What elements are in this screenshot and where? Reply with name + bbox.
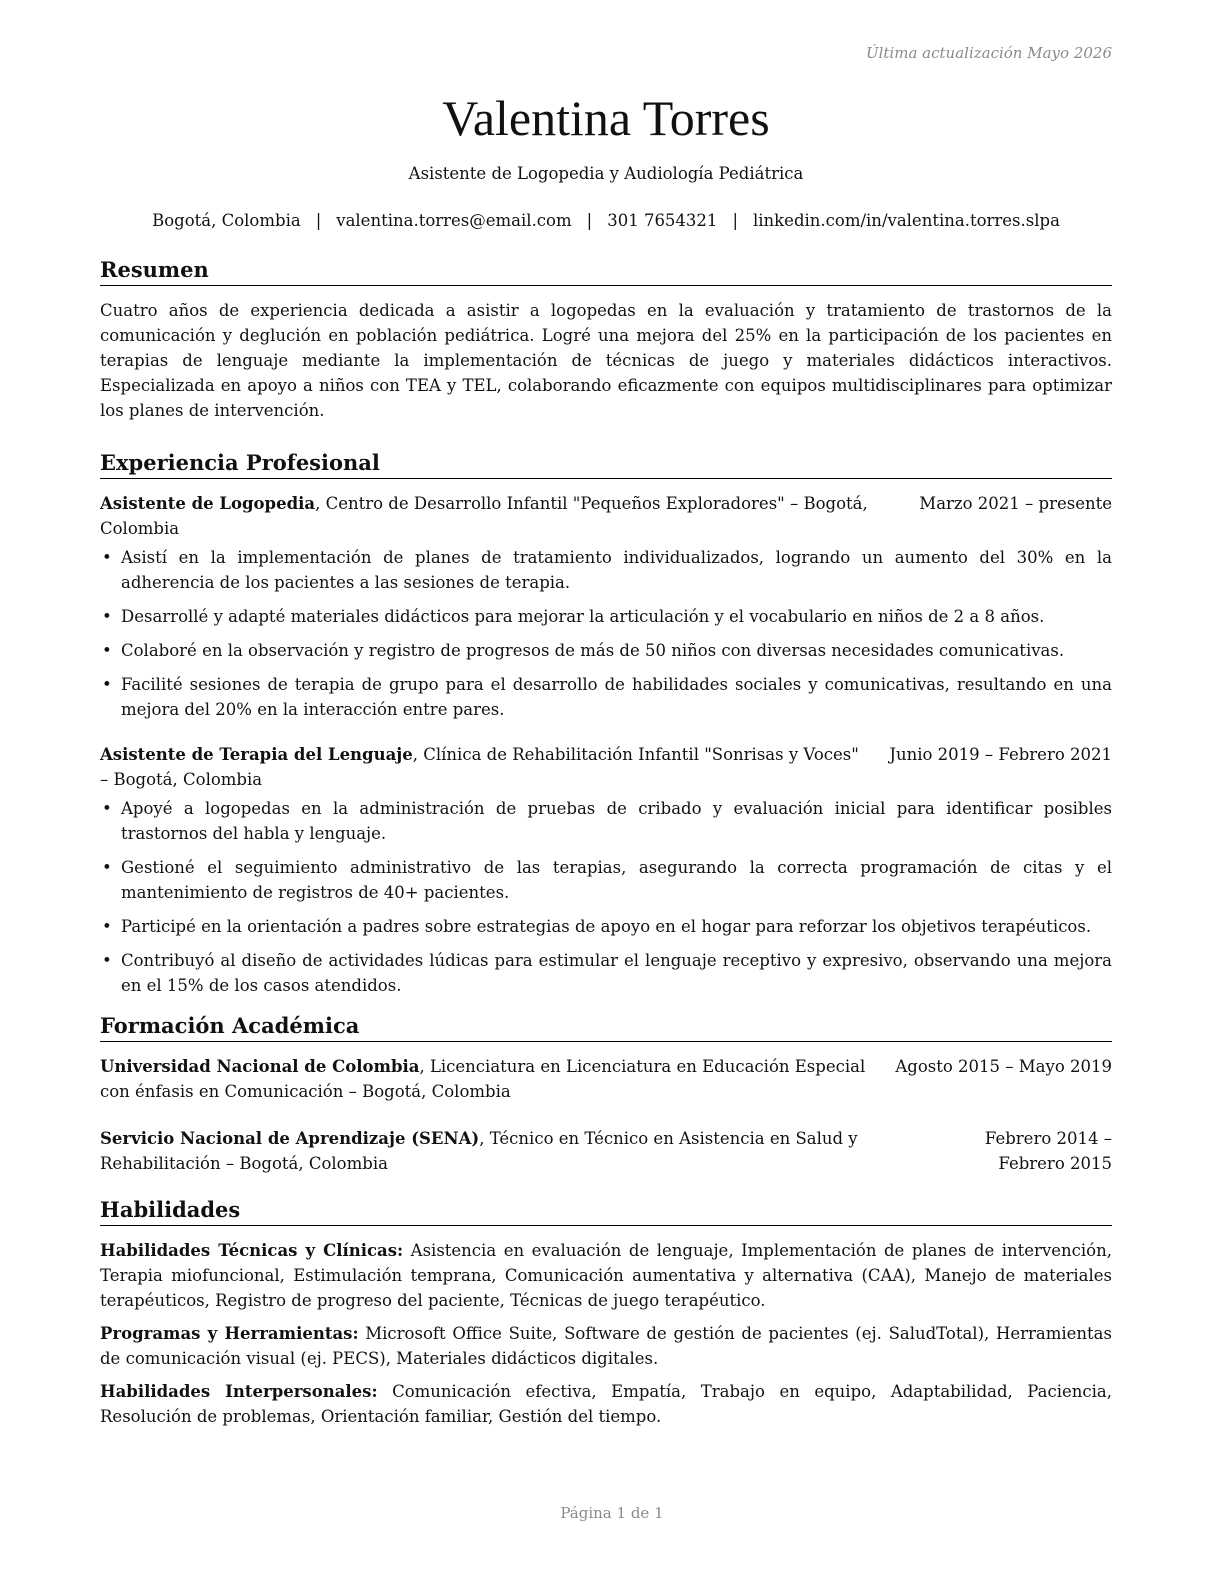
job-role: Asistente de Terapia del Lenguaje [100,745,413,764]
job-entry [100,491,1112,722]
education-detail-line [100,1054,895,1104]
job-bullets [100,796,1112,998]
job-header [100,742,1112,792]
job-header [100,491,1112,541]
resume-content [100,86,1112,1429]
job-bullet: • Contribuyó al diseño de actividades lúdicas para estimular el lenguaje receptivo y expresivo, observando una mejora en el 15% de los casos atendidos. [100,948,1112,998]
skills-section [100,1196,1112,1429]
contact-separator: | [315,211,322,230]
education-section [100,1012,1112,1176]
education-detail-line [100,1126,952,1176]
education-detail: , Licenciatura en Licenciatura en Educación Especial con énfasis en Comunicación – Bogotá, Colombia [100,1057,866,1101]
education-school: Servicio Nacional de Aprendizaje (SENA) [100,1129,480,1148]
summary-section [100,256,1112,423]
section-heading-education: Formación Académica [100,1012,1112,1042]
job-entry [100,742,1112,998]
experience-section [100,449,1112,998]
education-detail: , Técnico en Técnico en Asistencia en Salud y Rehabilitación – Bogotá, Colombia [100,1129,858,1173]
skills-text: Asistencia en evaluación de lenguaje, Implementación de planes de intervención, Terapia miofuncional, Estimulación temprana, Comunicación aumentativa y alternativa (CAA), Manejo de materiales terapéuticos, Registro de progreso del paciente, Técnicas de juego terapéutico. [100,1241,1112,1310]
contact-separator: | [586,211,593,230]
skills-text: Microsoft Office Suite, Software de gestión de pacientes (ej. SaludTotal), Herramientas de comunicación visual (ej. PECS), Materiales didácticos digitales. [100,1324,1112,1368]
education-header [100,1126,1112,1176]
summary-text: Cuatro años de experiencia dedicada a asistir a logopedas en la evaluación y tratamiento de trastornos de la comunicación y deglución en población pediátrica. Logré una mejora del 25% en la participación de los pacientes en terapias de lenguaje mediante la implementación de técnicas de juego y materiales didácticos interactivos. Especializada en apoyo a niños con TEA y TEL, colaborando eficazmente con equipos multidisciplinares para optimizar los planes de intervención. [100,301,1112,420]
job-dates: Marzo 2021 – presente [919,494,1112,513]
job-role: Asistente de Logopedia [100,494,316,513]
job-bullet: • Participé en la orientación a padres sobre estrategias de apoyo en el hogar para reforzar los objetivos terapéuticos. [100,914,1112,939]
section-heading-summary: Resumen [100,256,1112,286]
contact-location: Bogotá, Colombia [152,211,301,230]
job-bullet: • Colaboré en la observación y registro de progresos de más de 50 niños con diversas necesidades comunicativas. [100,638,1112,663]
education-header [100,1054,1112,1104]
job-organization: , Clínica de Rehabilitación Infantil "Sonrisas y Voces" – Bogotá, Colombia [100,745,859,789]
education-school: Universidad Nacional de Colombia [100,1057,420,1076]
skills-item [100,1379,1112,1429]
skills-label: Habilidades Técnicas y Clínicas: [100,1241,404,1260]
job-title-line [100,491,919,541]
section-heading-skills: Habilidades [100,1196,1112,1226]
skills-label: Programas y Herramientas: [100,1324,359,1343]
job-bullet: • Facilité sesiones de terapia de grupo para el desarrollo de habilidades sociales y comunicativas, resultando en una mejora del 20% en la interacción entre pares. [100,672,1112,722]
job-bullet: • Asistí en la implementación de planes de tratamiento individualizados, logrando un aumento del 30% en la adherencia de los pacientes a las sesiones de terapia. [100,545,1112,595]
education-entry [100,1126,1112,1176]
candidate-name: Valentina Torres [442,90,770,146]
job-bullet: • Desarrollé y adapté materiales didácticos para mejorar la articulación y el vocabulario en niños de 2 a 8 años. [100,604,1112,629]
education-dates: Agosto 2015 – Mayo 2019 [895,1057,1112,1076]
job-title-line [100,742,889,792]
skills-item [100,1238,1112,1313]
contact-email[interactable]: valentina.torres@email.com [336,211,572,230]
last-updated: Última actualización Mayo 2026 [865,44,1112,62]
candidate-title: Asistente de Logopedia y Audiología Pediátrica [408,164,804,183]
skills-item [100,1321,1112,1371]
job-bullet: • Gestioné el seguimiento administrativo de las terapias, asegurando la correcta programación de citas y el mantenimiento de registros de 40+ pacientes. [100,855,1112,905]
education-entry [100,1054,1112,1104]
contact-separator: | [732,211,738,230]
page-number: Página 1 de 1 [560,1504,664,1522]
contact-linkedin[interactable]: linkedin.com/in/valentina.torres.slpa [753,211,1060,230]
section-heading-experience: Experiencia Profesional [100,449,1112,479]
job-bullets [100,545,1112,722]
skills-label: Habilidades Interpersonales: [100,1382,378,1401]
job-dates: Junio 2019 – Febrero 2021 [889,745,1112,764]
skills-text: Comunicación efectiva, Empatía, Trabajo en equipo, Adaptabilidad, Paciencia, Resolución de problemas, Orientación familiar, Gestión del tiempo. [100,1382,1112,1426]
contact-line [100,211,1112,230]
contact-phone: 301 7654321 [607,211,718,230]
education-dates: Febrero 2014 – Febrero 2015 [984,1129,1112,1173]
job-organization: , Centro de Desarrollo Infantil "Pequeños Exploradores" – Bogotá, Colombia [100,494,868,538]
job-bullet: • Apoyé a logopedas en la administración de pruebas de cribado y evaluación inicial para identificar posibles trastornos del habla y lenguaje. [100,796,1112,846]
